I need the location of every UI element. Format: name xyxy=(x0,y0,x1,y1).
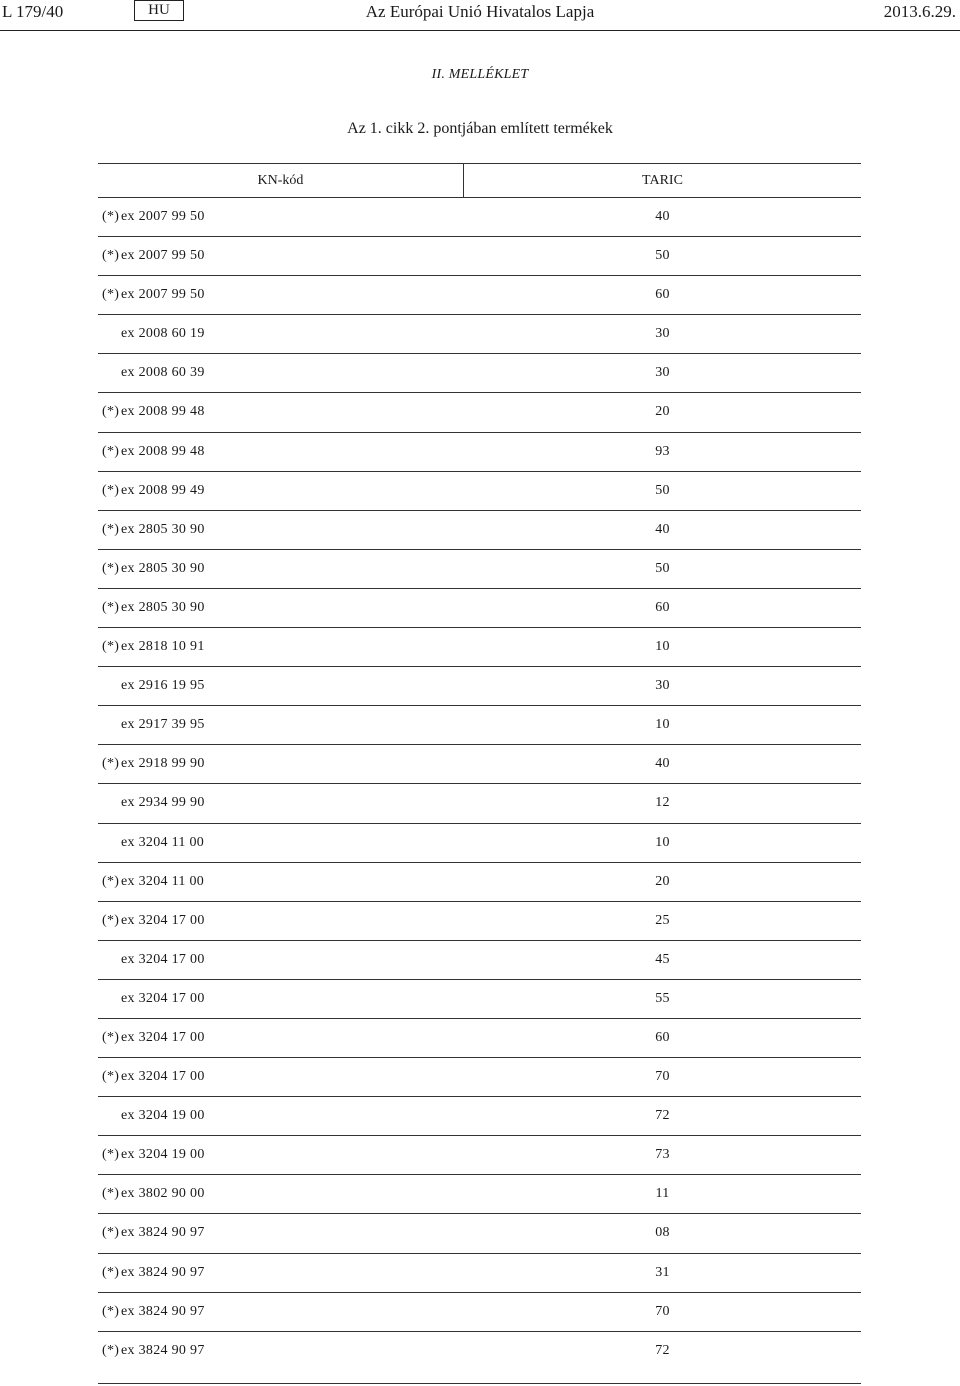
footnote-marker: (*) xyxy=(102,1147,120,1163)
footnote-marker: (*) xyxy=(102,248,120,264)
kn-code-cell: ex 3824 90 97 xyxy=(121,1225,205,1241)
kn-code-cell: ex 3204 17 00 xyxy=(121,1069,205,1085)
taric-cell: 73 xyxy=(655,1147,670,1163)
taric-cell: 20 xyxy=(655,404,670,420)
footnote-marker: (*) xyxy=(102,1186,120,1202)
table-row xyxy=(98,667,861,706)
taric-cell: 40 xyxy=(655,521,670,537)
taric-cell: 50 xyxy=(655,560,670,576)
taric-cell: 50 xyxy=(655,248,670,264)
table-row xyxy=(98,511,861,550)
language-badge: HU xyxy=(134,0,184,21)
table-row xyxy=(98,1175,861,1214)
table-row xyxy=(98,1136,861,1175)
footnote-marker: (*) xyxy=(102,1342,120,1358)
footnote-marker: (*) xyxy=(102,521,120,537)
table-bottom-rule xyxy=(98,1383,861,1384)
taric-cell: 31 xyxy=(655,1264,670,1280)
taric-cell: 60 xyxy=(655,1029,670,1045)
kn-code-cell: ex 3204 17 00 xyxy=(121,951,205,967)
table-row xyxy=(98,237,861,276)
footnote-marker: (*) xyxy=(102,443,120,459)
kn-code-cell: ex 2007 99 50 xyxy=(121,287,205,303)
publication-date: 2013.6.29. xyxy=(883,2,956,21)
table-row xyxy=(98,315,861,354)
footnote-marker: (*) xyxy=(102,639,120,655)
taric-cell: 70 xyxy=(655,1303,670,1319)
taric-cell: 30 xyxy=(655,678,670,694)
table-row xyxy=(98,706,861,745)
footnote-marker: (*) xyxy=(102,1303,120,1319)
section-subtitle: Az 1. cikk 2. pontjában említett termékek xyxy=(347,120,613,137)
kn-code-cell: ex 2008 60 39 xyxy=(121,365,205,381)
footnote-marker: (*) xyxy=(102,756,120,772)
table-row xyxy=(98,589,861,628)
kn-code-cell: ex 3204 17 00 xyxy=(121,990,205,1006)
kn-code-cell: ex 3204 11 00 xyxy=(121,834,205,850)
footnote-marker: (*) xyxy=(102,912,120,928)
kn-code-cell: ex 2008 99 48 xyxy=(121,404,205,420)
table-row xyxy=(98,433,861,472)
table-row xyxy=(98,902,861,941)
taric-cell: 10 xyxy=(655,834,670,850)
header-rule xyxy=(0,30,960,31)
page-reference: L 179/40 xyxy=(2,2,64,21)
taric-cell: 40 xyxy=(655,209,670,224)
footnote-marker: (*) xyxy=(102,1029,120,1045)
table-row xyxy=(98,1019,861,1058)
kn-code-cell: ex 3824 90 97 xyxy=(121,1303,205,1319)
table-row xyxy=(98,354,861,393)
footnote-marker: (*) xyxy=(102,1264,120,1280)
taric-cell: 70 xyxy=(655,1069,670,1085)
kn-code-cell: ex 3824 90 97 xyxy=(121,1342,205,1358)
kn-code-cell: ex 3204 17 00 xyxy=(121,1029,205,1045)
footnote-marker: (*) xyxy=(102,209,120,224)
taric-cell: 72 xyxy=(655,1342,670,1358)
taric-cell: 25 xyxy=(655,912,670,928)
table-row xyxy=(98,745,861,784)
footnote-marker: (*) xyxy=(102,482,120,498)
taric-cell: 20 xyxy=(655,873,670,889)
table-row xyxy=(98,1332,861,1370)
table-row xyxy=(98,1058,861,1097)
taric-cell: 30 xyxy=(655,326,670,342)
column-header-taric: TARIC xyxy=(642,173,683,188)
table-row xyxy=(98,980,861,1019)
table-row xyxy=(98,784,861,823)
annex-title: II. MELLÉKLET xyxy=(431,67,529,82)
kn-code-cell: ex 2008 99 49 xyxy=(121,482,205,498)
table-body xyxy=(98,198,861,1370)
journal-title: Az Európai Unió Hivatalos Lapja xyxy=(365,2,595,21)
kn-code-cell: ex 3204 11 00 xyxy=(121,873,205,889)
taric-cell: 30 xyxy=(655,365,670,381)
kn-code-cell: ex 2008 60 19 xyxy=(121,326,205,342)
kn-code-cell: ex 2008 99 48 xyxy=(121,443,205,459)
taric-cell: 12 xyxy=(655,795,670,811)
footnote-marker: (*) xyxy=(102,873,120,889)
taric-cell: 40 xyxy=(655,756,670,772)
table-row xyxy=(98,1214,861,1253)
taric-cell: 11 xyxy=(655,1186,670,1202)
table-row xyxy=(98,393,861,432)
kn-code-cell: ex 3824 90 97 xyxy=(121,1264,205,1280)
kn-code-cell: ex 3204 19 00 xyxy=(121,1108,205,1124)
footnote-marker: (*) xyxy=(102,1225,120,1241)
kn-code-cell: ex 2007 99 50 xyxy=(121,248,205,264)
kn-code-cell: ex 2805 30 90 xyxy=(121,560,205,576)
taric-cell: 50 xyxy=(655,482,670,498)
footnote-marker: (*) xyxy=(102,599,120,615)
kn-code-cell: ex 2918 99 90 xyxy=(121,756,205,772)
kn-code-cell: ex 2007 99 50 xyxy=(121,209,205,224)
products-table xyxy=(98,163,861,1370)
table-row xyxy=(98,1293,861,1332)
taric-cell: 60 xyxy=(655,287,670,303)
kn-code-cell: ex 2805 30 90 xyxy=(121,599,205,615)
kn-code-cell: ex 3204 17 00 xyxy=(121,912,205,928)
kn-code-cell: ex 2818 10 91 xyxy=(121,639,205,655)
taric-cell: 55 xyxy=(655,990,670,1006)
kn-code-cell: ex 3204 19 00 xyxy=(121,1147,205,1163)
taric-cell: 72 xyxy=(655,1108,670,1124)
taric-cell: 10 xyxy=(655,717,670,733)
table-row xyxy=(98,628,861,667)
table-row xyxy=(98,824,861,863)
page-header xyxy=(0,0,960,34)
footnote-marker: (*) xyxy=(102,560,120,576)
kn-code-cell: ex 2805 30 90 xyxy=(121,521,205,537)
kn-code-cell: ex 2917 39 95 xyxy=(121,717,205,733)
kn-code-cell: ex 3802 90 00 xyxy=(121,1186,205,1202)
taric-cell: 93 xyxy=(655,443,670,459)
table-header xyxy=(98,164,861,198)
table-row xyxy=(98,198,861,237)
table-row xyxy=(98,472,861,511)
taric-cell: 10 xyxy=(655,639,670,655)
kn-code-cell: ex 2934 99 90 xyxy=(121,795,205,811)
kn-code-cell: ex 2916 19 95 xyxy=(121,678,205,694)
footnote-marker: (*) xyxy=(102,287,120,303)
table-row xyxy=(98,863,861,902)
taric-cell: 60 xyxy=(655,599,670,615)
table-row xyxy=(98,1097,861,1136)
table-row xyxy=(98,941,861,980)
table-row xyxy=(98,550,861,589)
taric-cell: 08 xyxy=(655,1225,670,1241)
footnote-marker: (*) xyxy=(102,404,120,420)
column-header-kn: KN-kód xyxy=(257,173,304,188)
taric-cell: 45 xyxy=(655,951,670,967)
table-row xyxy=(98,1254,861,1293)
table-row xyxy=(98,276,861,315)
footnote-marker: (*) xyxy=(102,1069,120,1085)
